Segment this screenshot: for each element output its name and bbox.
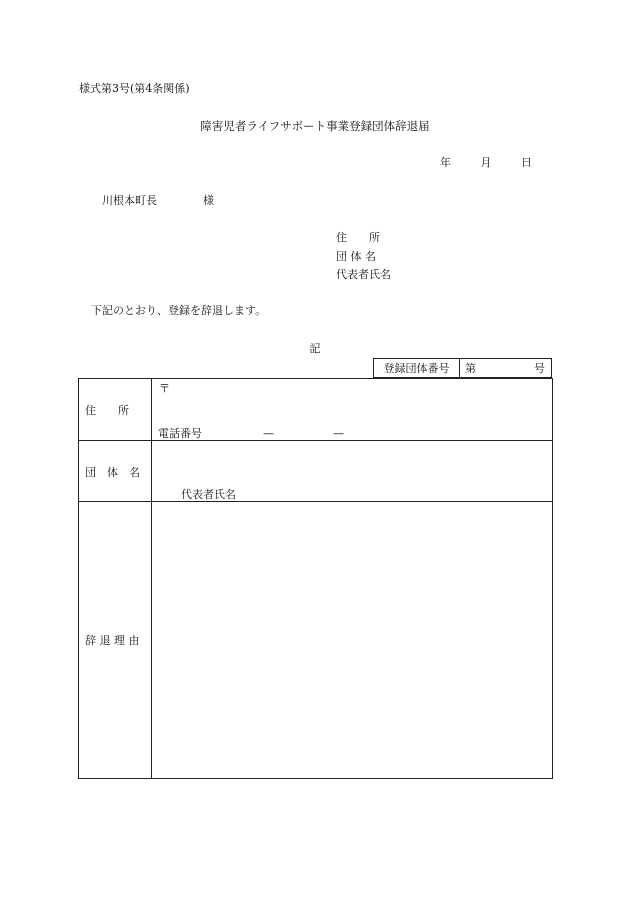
- addressee: [102, 195, 214, 206]
- reason-label-cell: [79, 502, 152, 778]
- group-label-cell: [79, 441, 152, 502]
- group-name-label: 団 体 名: [85, 465, 140, 479]
- form-number: 様式第3号(第4条関係): [79, 82, 190, 95]
- table-row-reason: [79, 501, 552, 778]
- ki-mark: 記: [309, 342, 321, 355]
- registration-number-box: [373, 358, 552, 378]
- registration-suffix: 号: [534, 362, 545, 375]
- date-month: 月: [480, 156, 492, 169]
- registration-number-field[interactable]: [460, 359, 551, 377]
- addressee-name: 川根本町長: [102, 194, 157, 207]
- date-year: 年: [440, 156, 451, 169]
- postal-mark: 〒: [159, 382, 170, 395]
- address-label-cell: [79, 379, 152, 440]
- phone-dash: —: [333, 427, 344, 440]
- body-text: 下記のとおり、登録を辞退します。: [91, 304, 267, 317]
- applicant-address-label: 住 所: [336, 231, 380, 244]
- address-field[interactable]: [153, 379, 552, 440]
- phone-dash: —: [263, 427, 274, 440]
- address-label: 住 所: [85, 403, 129, 417]
- phone-label: 電話番号: [158, 427, 202, 440]
- applicant-group-name-label: 団 体 名: [336, 250, 376, 263]
- applicant-representative-label: 代表者氏名: [336, 268, 391, 281]
- representative-label: 代表者氏名: [181, 488, 236, 501]
- document-title: 障害児者ライフサポート事業登録団体辞退届: [200, 119, 430, 133]
- application-table: [78, 378, 553, 779]
- registration-number-label: 登録団体番号: [374, 359, 460, 377]
- table-row-address: [79, 379, 552, 440]
- reason-label: 辞 退 理 由: [85, 634, 140, 647]
- group-name-field[interactable]: [153, 441, 552, 502]
- addressee-honorific: 様: [203, 194, 214, 207]
- reason-field[interactable]: [153, 502, 552, 778]
- date-line: [440, 157, 532, 168]
- table-row-group: [79, 440, 552, 502]
- date-day: 日: [521, 156, 532, 169]
- registration-prefix: 第: [465, 362, 476, 375]
